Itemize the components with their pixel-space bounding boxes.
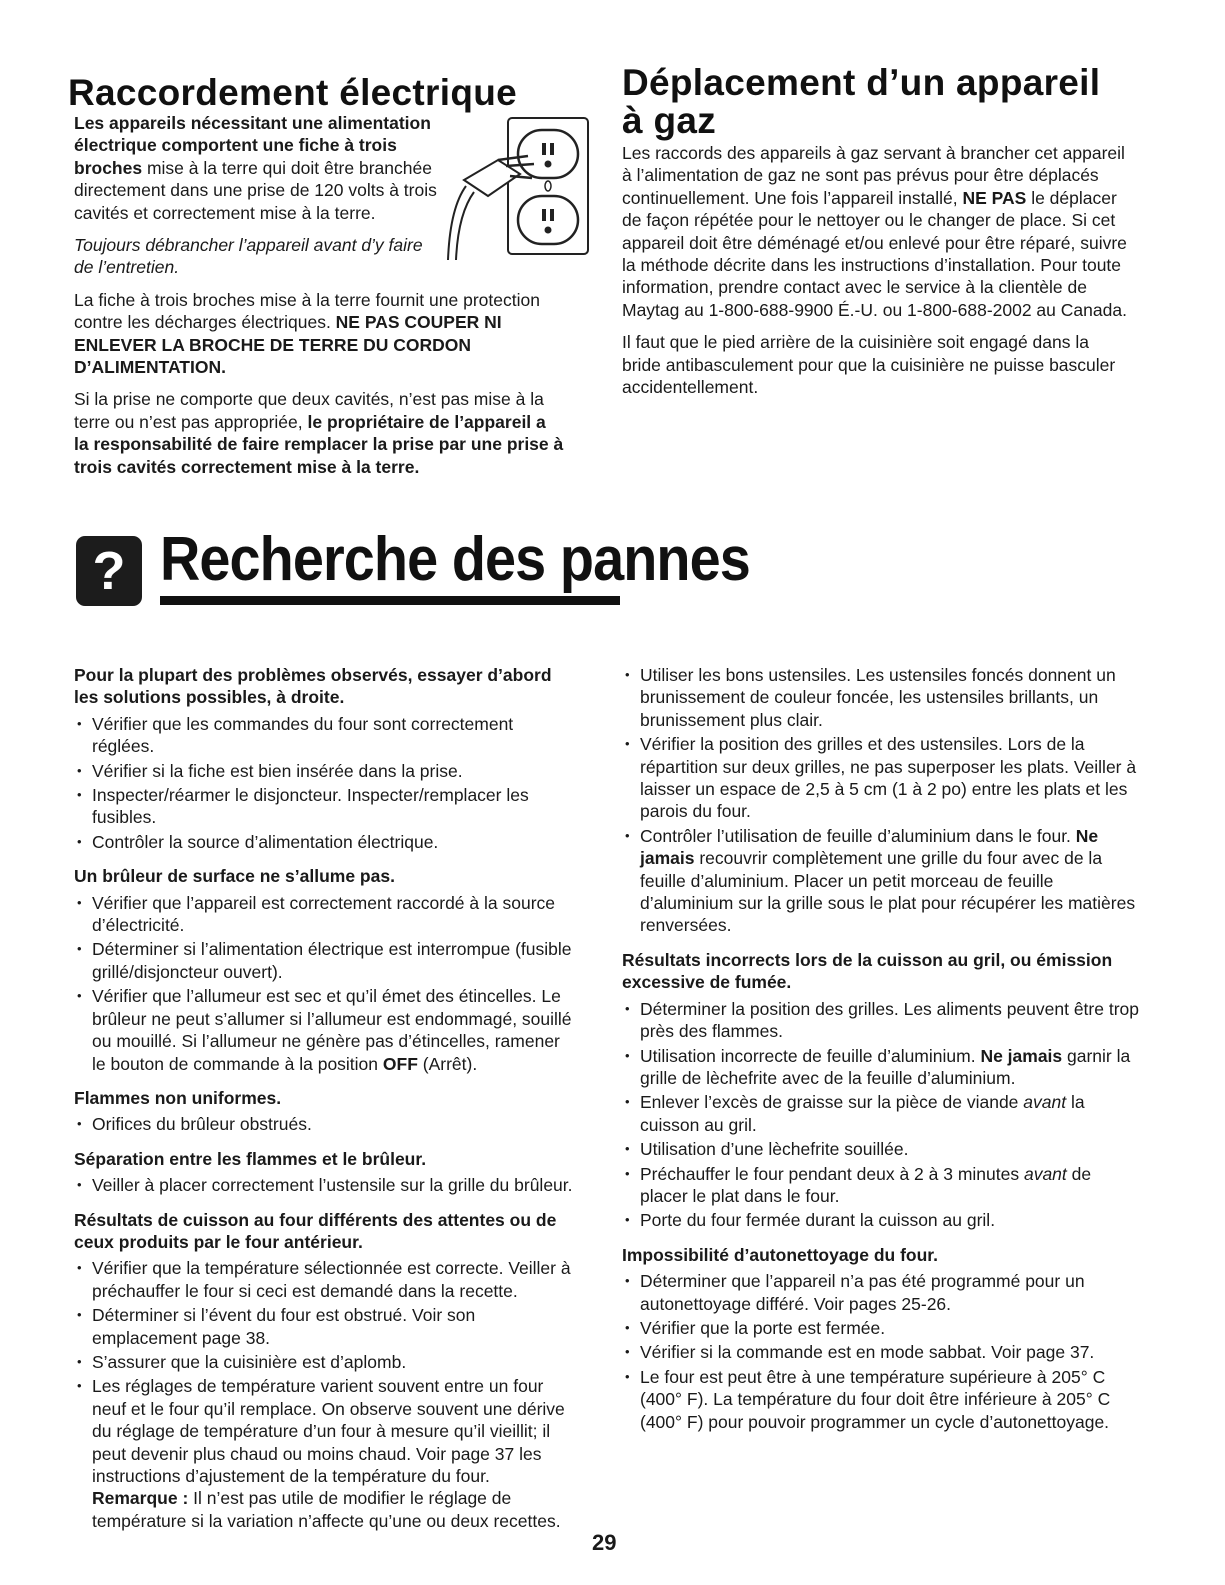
- electrical-paragraph-2: [74, 289, 564, 379]
- list-item: • Vérifier que la porte est fermée.: [622, 1317, 1142, 1339]
- right-item3-bold: Ne jamais: [640, 825, 1099, 869]
- electrical-italic-note: Toujours débrancher l’appareil avant d’y faire de l’entretien.: [74, 235, 423, 278]
- burner-heading: Un brûleur de surface ne s’allume pas.: [74, 866, 395, 887]
- list-item: [74, 1375, 574, 1532]
- electrical-p2-bold: NE PAS COUPER NI ENLEVER LA BROCHE DE TERRE DU CORDON D’ALIMENTATION.: [74, 312, 502, 378]
- electrical-p3-bold: le propriétaire de l’appareil a la responsabilité de faire remplacer la prise par une prise à trois cavités correctement mise à la terre.: [74, 411, 564, 477]
- list-item: [622, 1091, 1142, 1136]
- burner-item3-b: (Arrêt).: [417, 1053, 478, 1074]
- electrical-lead-bold: Les appareils nécessitant une alimentation électrique comportent une fiche à trois broches: [74, 113, 431, 178]
- list-item: [74, 985, 574, 1075]
- broil-item5-a: Préchauffer le four pendant deux à 2 à 3 minutes: [640, 1163, 1024, 1184]
- list-item: • Le four est peut être à une température supérieure à 205° C (400° F). La température du four doit être inférieure à 205° C (400° F) pour pouvoir programmer un cycle d’autonettoyage.: [622, 1366, 1142, 1433]
- troubleshooting-title-rule: [160, 596, 620, 605]
- list-item: • Orifices du brûleur obstrués.: [74, 1113, 574, 1135]
- gas-section: [622, 142, 1127, 408]
- help-question-icon: [76, 536, 142, 606]
- troubleshooting-left-column: [74, 664, 574, 1534]
- broil-item2-bold: Ne jamais: [980, 1045, 1063, 1066]
- right-item3-b: recouvrir complètement une grille du four avec de la feuille d’aluminium. Placer un petit morceau de feuille d’aluminium sur la grille sous le plat pour récupérer les matières renversées.: [640, 848, 1136, 936]
- electrical-lead-rest: mise à la terre qui doit être branchée directement dans une prise de 120 volts à trois cavités et correctement mise à la terre.: [74, 157, 437, 223]
- list-item: • Vérifier si la fiche est bien insérée dans la prise.: [74, 760, 574, 782]
- electrical-paragraph-3: [74, 388, 564, 478]
- list-item: • Déterminer si l’évent du four est obstrué. Voir son emplacement page 38.: [74, 1304, 574, 1349]
- list-item: • Inspecter/réarmer le disjoncteur. Inspecter/remplacer les fusibles.: [74, 784, 574, 829]
- gas-paragraph-2: Il faut que le pied arrière de la cuisinière soit engagé dans la bride antibasculement pour que la cuisinière ne puisse basculer accidentellement.: [622, 332, 1116, 398]
- results-heading: Résultats de cuisson au four différents des attentes ou de ceux produits par le four antérieur.: [74, 1209, 557, 1252]
- list-item: • Vérifier que l’appareil est correctement raccordé à la source d’électricité.: [74, 892, 574, 937]
- burner-item3-a: Vérifier que l’allumeur est sec et qu’il émet des étincelles. Le brûleur ne peut s’allumer si l’allumeur est endommagé, souillé ou mouillé. Si l’allumeur ne génère pas d’étincelles, ramener le bouton de commande à la position: [92, 986, 572, 1074]
- electrical-title: Raccordement électrique: [68, 72, 518, 113]
- gas-title-line-2: à gaz: [622, 100, 717, 141]
- list-item: • Déterminer la position des grilles. Les aliments peuvent être trop près des flammes.: [622, 998, 1142, 1043]
- troubleshooting-title: Recherche des pannes: [160, 525, 750, 594]
- list-item: • Déterminer que l’appareil n’a pas été programmé pour un autonettoyage différé. Voir pages 25-26.: [622, 1270, 1142, 1315]
- self-clean-list: [622, 1270, 1142, 1433]
- list-item: [622, 1163, 1142, 1208]
- self-clean-heading: Impossibilité d’autonettoyage du four.: [622, 1244, 938, 1265]
- electrical-lead-paragraph: [74, 112, 454, 224]
- list-item: [622, 1045, 1142, 1090]
- list-item: • Vérifier si la commande est en mode sabbat. Voir page 37.: [622, 1341, 1142, 1363]
- separation-list: [74, 1174, 574, 1196]
- broil-item2-a: Utilisation incorrecte de feuille d’aluminium.: [640, 1045, 981, 1066]
- intro-list: [74, 713, 574, 853]
- burner-list: [74, 892, 574, 1075]
- electrical-p2-text: La fiche à trois broches mise à la terre fournit une protection contre les décharges électriques.: [74, 289, 540, 333]
- broil-item2-b: garnir la grille de lèchefrite avec de la feuille d’aluminium.: [640, 1045, 1131, 1088]
- list-item: • S’assurer que la cuisinière est d’aplomb.: [74, 1351, 574, 1373]
- electrical-section: [74, 112, 564, 488]
- list-item: • Déterminer si l’alimentation électrique est interrompue (fusible grillé/disjoncteur ouvert).: [74, 938, 574, 983]
- gas-p1-a: Les raccords des appareils à gaz servant à brancher cet appareil à l’alimentation de gaz ne sont pas prévus pour être déplacés continuellement. Une fois l’appareil installé,: [622, 143, 1125, 208]
- results-list: [74, 1257, 574, 1532]
- results-item4-a: Les réglages de température varient souvent entre un four neuf et le four qu’il remplace. On observe souvent une dérive du réglage de température d’un four à mesure qu’il vieillit; il peut devenir plus chaud ou moins chaud. Voir page 37 les instructions d’ajustement de la température du four.: [92, 1376, 565, 1486]
- list-item: • Porte du four fermée durant la cuisson au gril.: [622, 1209, 1142, 1231]
- gas-p1-b: le déplacer de façon répétée pour le nettoyer ou le changer de place. Si cet appareil doit être déménagé et/ou enlevé pour être réparé, suivre la méthode décrite dans les instructions d’installation. Pour toute information, prendre contact avec le service à la clientèle de Maytag au 1-800-688-9900 É.-U. ou 1-800-688-2002 au Canada.: [622, 187, 1127, 320]
- results-item4-bold: Remarque :: [92, 1488, 189, 1509]
- list-item: • Contrôler la source d’alimentation électrique.: [74, 831, 574, 853]
- flames-heading: Flammes non uniformes.: [74, 1087, 282, 1108]
- right-item3-a: Contrôler l’utilisation de feuille d’aluminium dans le four.: [640, 825, 1076, 846]
- broil-list: [622, 998, 1142, 1232]
- burner-item3-bold: OFF: [382, 1053, 418, 1074]
- gas-paragraph-1: [622, 142, 1127, 321]
- broil-item3-a: Enlever l’excès de graisse sur la pièce de viande: [640, 1092, 1024, 1113]
- gas-p1-bold: NE PAS: [962, 187, 1027, 208]
- intro-heading: Pour la plupart des problèmes observés, essayer d’abord les solutions possibles, à droite.: [74, 665, 552, 708]
- utensils-list: [622, 664, 1142, 937]
- list-item: • Utilisation d’une lèchefrite souillée.: [622, 1138, 1142, 1160]
- broil-item3-italic: avant: [1023, 1092, 1067, 1113]
- broil-item3-b: la cuisson au gril.: [640, 1092, 1085, 1135]
- list-item: • Vérifier que les commandes du four sont correctement réglées.: [74, 713, 574, 758]
- gas-title: [622, 64, 1100, 140]
- list-item: • Vérifier la position des grilles et des ustensiles. Lors de la répartition sur deux grilles, ne pas superposer les plats. Veiller à laisser un espace de 2,5 à 5 cm (1 à 2 po) entre les plats et les parois du four.: [622, 733, 1142, 823]
- troubleshooting-right-column: [622, 664, 1142, 1435]
- results-item4-b: Il n’est pas utile de modifier le réglage de température si la variation n’affecte qu’une ou deux recettes.: [92, 1488, 561, 1531]
- list-item: • Utiliser les bons ustensiles. Les ustensiles foncés donnent un brunissement de couleur foncée, les ustensiles brillants, un brunissement plus clair.: [622, 664, 1142, 731]
- list-item: • Veiller à placer correctement l’ustensile sur la grille du brûleur.: [74, 1174, 574, 1196]
- list-item: • Vérifier que la température sélectionnée est correcte. Veiller à préchauffer le four si ceci est demandé dans la recette.: [74, 1257, 574, 1302]
- separation-heading: Séparation entre les flammes et le brûleur.: [74, 1148, 427, 1169]
- help-question-glyph: ?: [92, 541, 126, 601]
- broil-item5-italic: avant: [1023, 1163, 1067, 1184]
- page-number: 29: [592, 1530, 617, 1555]
- broil-item5-b: de placer le plat dans le four.: [640, 1163, 1092, 1206]
- electrical-p3-text: Si la prise ne comporte que deux cavités, n’est pas mise à la terre ou n’est pas appropriée,: [74, 389, 544, 432]
- flames-list: [74, 1113, 574, 1135]
- gas-title-line-1: Déplacement d’un appareil: [622, 62, 1101, 103]
- broil-heading: Résultats incorrects lors de la cuisson au gril, ou émission excessive de fumée.: [622, 949, 1113, 993]
- list-item: [622, 825, 1142, 937]
